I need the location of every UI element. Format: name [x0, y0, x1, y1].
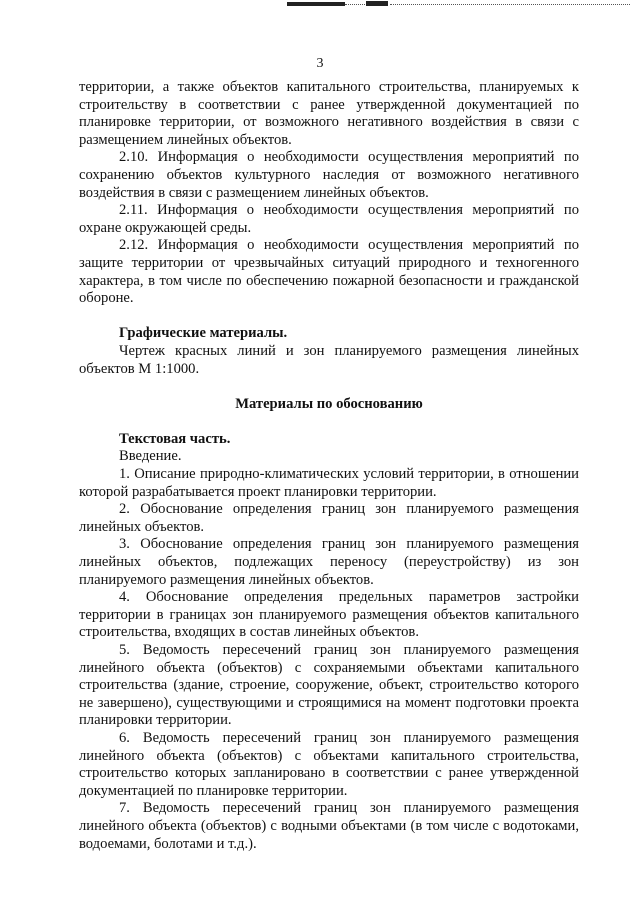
text-part-heading: Текстовая часть.	[119, 430, 231, 447]
scan-artifact-top	[0, 0, 640, 10]
graphic-materials-heading: Графические материалы.	[119, 325, 288, 342]
introduction-line: Введение.	[119, 448, 182, 465]
list-item: 3. Обоснование определения границ зон планируемого размещения линейных объектов, подлежащих переносу (переустройству) из зон планируемого размещения линейных объектов.	[79, 536, 579, 588]
graphic-materials-text: Чертеж красных линий и зон планируемого размещения линейных объектов М 1:1000.	[79, 342, 579, 377]
document-body	[79, 79, 579, 853]
list-item: 2. Обоснование определения границ зон планируемого размещения линейных объектов.	[79, 501, 579, 535]
list-item: 6. Ведомость пересечений границ зон планируемого размещения линейного объекта (объектов) с объектами капитального строительства, строительство которых запланировано в соответствии с ранее утвержденной документацией по планировке территории.	[79, 729, 579, 799]
paragraph-2-10: 2.10. Информация о необходимости осуществления мероприятий по сохранению объектов культурного наследия от возможного негативного воздействия в связи с размещением линейных объектов.	[79, 149, 579, 201]
paragraph-continuation: территории, а также объектов капитального строительства, планируемых к строительству в соответствии с ранее утвержденной документацией по планировке территории, от возможного негативного воздействия в связи с размещением линейных объектов.	[79, 79, 579, 148]
list-item: 1. Описание природно-климатических условий территории, в отношении которой разрабатывается проект планировки территории.	[79, 466, 579, 500]
section-title: Материалы по обоснованию	[235, 395, 423, 412]
list-item: 5. Ведомость пересечений границ зон планируемого размещения линейного объекта (объектов) с сохраняемыми объектами капитального строительства (здание, строение, сооружение, объект, строительство которого не завершено), существующими и строящимися на момент подготовки проекта планировки территории.	[79, 642, 579, 729]
list-item: 4. Обоснование определения предельных параметров застройки территории в границах зон планируемого размещения объектов капитального строительства, входящих в состав линейных объектов.	[79, 589, 579, 641]
paragraph-2-12: 2.12. Информация о необходимости осуществления мероприятий по защите территории от чрезвычайных ситуаций природного и техногенного характера, в том числе по обеспечению пожарной безопасности и гражданской обороне.	[79, 237, 579, 307]
page-number: 3	[316, 56, 324, 71]
paragraph-2-11: 2.11. Информация о необходимости осуществления мероприятий по охране окружающей среды.	[79, 202, 579, 236]
list-item: 7. Ведомость пересечений границ зон планируемого размещения линейного объекта (объектов) с водными объектами (в том числе с водотоками, водоемами, болотами и т.д.).	[79, 800, 579, 852]
